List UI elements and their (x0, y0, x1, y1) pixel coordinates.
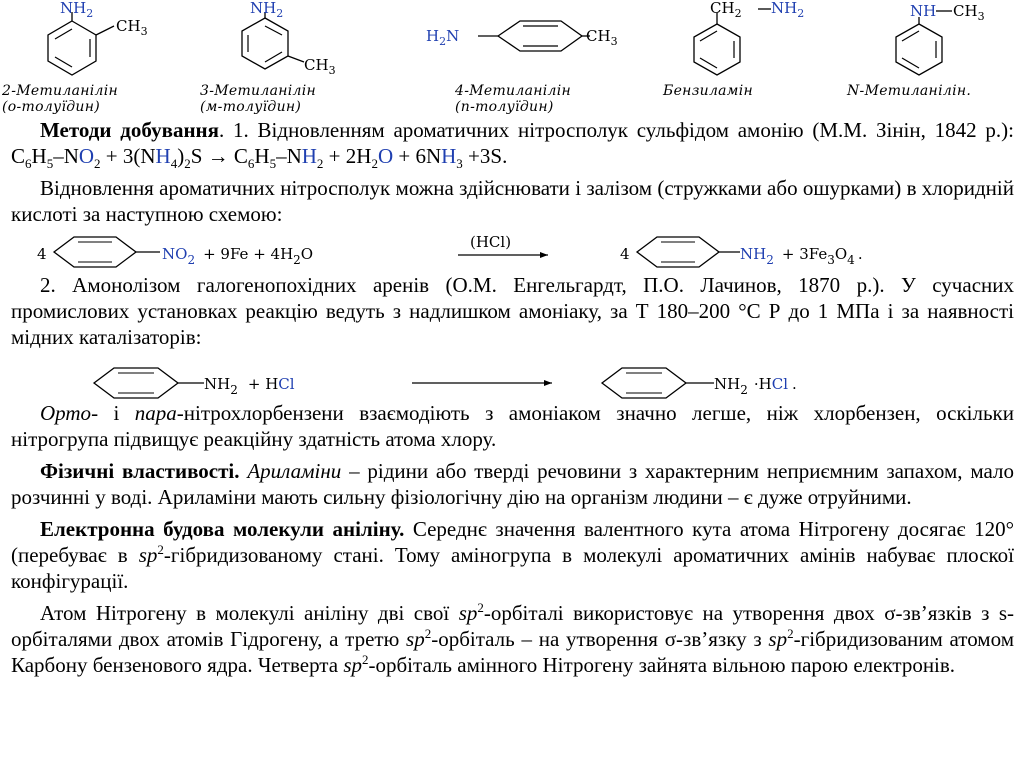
sub: 4 (170, 156, 178, 172)
arylamines-word: Ариламіни (247, 459, 342, 483)
sup: 2 (477, 600, 484, 615)
paragraph-physical (11, 458, 1014, 510)
text: - і (91, 401, 135, 425)
caption-o-toluidine (2, 83, 118, 115)
text: -орбіталь амінного Нітрогену зайнята вільною парою електронів. (368, 653, 956, 677)
svg-text:CH3: $CH_3$ (304, 56, 336, 77)
structure-n-methylaniline (880, 0, 1024, 80)
formula-part: H (31, 144, 47, 168)
sp-label: sp (768, 627, 788, 651)
sub: 5 (269, 156, 277, 172)
structure-m-toluidine (200, 0, 400, 80)
para-word: пара (134, 401, 177, 425)
svg-text:CH3: $CH_3$ (953, 2, 985, 23)
sup: 2 (787, 626, 794, 641)
text: Атом Нітрогену в молекулі аніліну дві свої (40, 601, 459, 625)
formula-part: + 6N (393, 144, 442, 168)
caption-line-1: 4-Метиланілін (455, 83, 572, 99)
formula-part: + 3(N (100, 144, 156, 168)
structure-benzylamine (675, 0, 850, 80)
svg-text:4: 4 (37, 245, 47, 263)
sp-label: sp (458, 601, 478, 625)
structure-p-toluidine (420, 0, 650, 80)
caption-p-toluidine (455, 83, 571, 115)
sub: 5 (46, 156, 54, 172)
caption-line-2: (о-толуїдин) (2, 99, 101, 115)
methods-text: . 1. Відновленням ароматичних нітросполук сульфідом амонію (М.М. Зінін, 1842 р.): C (11, 118, 1014, 168)
caption-line-2: (п-толуїдин) (455, 99, 554, 115)
hydrogen-symbol: H (301, 144, 317, 168)
equation-2-drawing (0, 364, 1024, 402)
text: -гібридизованим атомом Карбону бензенового ядра. Четверта (11, 627, 1014, 677)
equation-ammonolysis (0, 364, 1024, 402)
sp-label: sp (406, 627, 425, 651)
oxygen-symbol: O (377, 144, 394, 168)
oxygen-symbol: O (78, 144, 95, 168)
sub: 2 (94, 156, 101, 172)
text: Середнє значення валентного кута атома Нітрогену досягає 120° (перебуває в (11, 517, 1014, 567)
svg-text:4: 4 (620, 245, 630, 263)
svg-text:NH2+ 3Fe3O4.: $NH_2 + 3Fe_3O_4$ . (740, 245, 863, 267)
sub: 6 (25, 156, 32, 172)
caption-benzylamine (663, 83, 753, 99)
heading-physical: Фізичні властивості. (40, 459, 240, 483)
hydrogen-symbol: H (155, 144, 171, 168)
paragraph-ammonolysis: 2. Амонолізом галогенопохідних аренів (О.М. Енгельгардт, П.О. Лачинов, 1870 р.). У сучасних промислових установках реакцію ведуть з надлишком амоніаку, за Т 180–200 °С Р до 1 МПа і за наявності мідних каталізаторів: (11, 273, 1014, 349)
caption-line-1: 3-Метиланілін (200, 83, 317, 99)
formula-part: –N (276, 144, 302, 168)
equation-1-drawing (0, 232, 1024, 272)
hydrogen-symbol: H (441, 144, 457, 168)
benzylamine-drawing (675, 0, 850, 80)
svg-text:NH2·HCl.: $NH_2 \cdot HCl$ . (714, 375, 797, 397)
svg-text:NH: NH (910, 2, 937, 20)
caption-m-toluidine (200, 83, 316, 115)
caption-line-1: Бензиламін (663, 83, 754, 99)
text-block-2 (11, 272, 1014, 350)
formula-part: ) (177, 144, 185, 168)
svg-text:H2N: $H_2N$ (426, 27, 460, 48)
text: – рідини або тверді речовини з характерним неприємним запахом, мало розчинні у воді. Ариламіни мають сильну фізіологічну дію на організм людини – є дуже отруйними. (11, 459, 1015, 509)
text: -орбіталь – на утворення σ-зв’язку з (431, 627, 769, 651)
paragraph-iron-reduction: Відновлення ароматичних нітросполук можна здійснювати і залізом (стружками або ошурками) в хлоридній кислоті за наступною схемою: (11, 176, 1014, 226)
heading-methods: Методи добування (40, 118, 220, 142)
p-toluidine-drawing (420, 0, 650, 80)
o-toluidine-drawing (0, 0, 175, 80)
m-toluidine-drawing (200, 0, 400, 80)
paragraph-ortho-para (11, 400, 1014, 452)
text-block-3 (11, 400, 1014, 678)
sub: 2 (371, 156, 378, 172)
caption-n-methylaniline (847, 83, 971, 99)
formula-part: S → C (190, 144, 248, 168)
sub: 2 (316, 156, 324, 172)
equation-iron-reduction (0, 232, 1024, 272)
sub: 3 (456, 156, 463, 172)
paragraph-nitrogen-orbitals (11, 600, 1014, 678)
formula-part: –N (53, 144, 79, 168)
text-block-1 (11, 117, 1014, 227)
paragraph-methods (11, 117, 1014, 172)
sup: 2 (157, 542, 164, 557)
sp-label: sp (343, 653, 362, 677)
sub: 2 (184, 156, 191, 172)
n-methylaniline-drawing (880, 0, 1024, 80)
heading-electronic: Електронна будова молекули аніліну. (40, 517, 405, 541)
formula-part: + 2H (323, 144, 372, 168)
caption-line-1: N-Метиланілін. (847, 83, 972, 99)
formula-part: H (254, 144, 270, 168)
svg-text:CH3: $CH_3$ (586, 27, 618, 48)
svg-text:NH2: $NH_2$ (60, 0, 94, 20)
sp-label: sp (138, 543, 158, 567)
caption-line-1: 2-Метиланілін (2, 83, 119, 99)
svg-text:NH2+ HCl: $NH_2$ + HCl (204, 375, 295, 397)
sup: 2 (362, 652, 369, 667)
svg-text:NH2: $NH_2$ (771, 0, 805, 20)
sup: 2 (424, 626, 432, 641)
sub: 6 (247, 156, 255, 172)
formula-part: +3S. (462, 144, 508, 168)
text: -орбіталі використовує на утворення двох σ-зв’язків з s-орбіталями двох атомів Гідрогену, а третю (11, 601, 1014, 651)
svg-text:NO2+ 9Fe + 4H2O: $NO_2 + 9Fe + 4H_2O$ (162, 245, 314, 267)
svg-text:CH3: $CH_3$ (116, 17, 148, 38)
text: -гібридизованому стані. Тому аміногрупа в молекулі ароматичних амінів набуває плоскої конфігурації. (11, 543, 1014, 593)
svg-text:NH2: $NH_2$ (250, 0, 284, 20)
svg-text:(HCl): (HCl) (470, 233, 512, 251)
svg-text:CH2: $CH_2$ (710, 0, 742, 20)
ortho-word: Орто (40, 401, 92, 425)
text: -нітрохлорбензени взаємодіють з амоніаком значно легше, ніж хлорбензен, оскільки нітрогрупа підвищує реакційну здатність атома хлору. (11, 401, 1014, 451)
caption-line-2: (м-толуїдин) (200, 99, 302, 115)
paragraph-electronic (11, 516, 1014, 594)
